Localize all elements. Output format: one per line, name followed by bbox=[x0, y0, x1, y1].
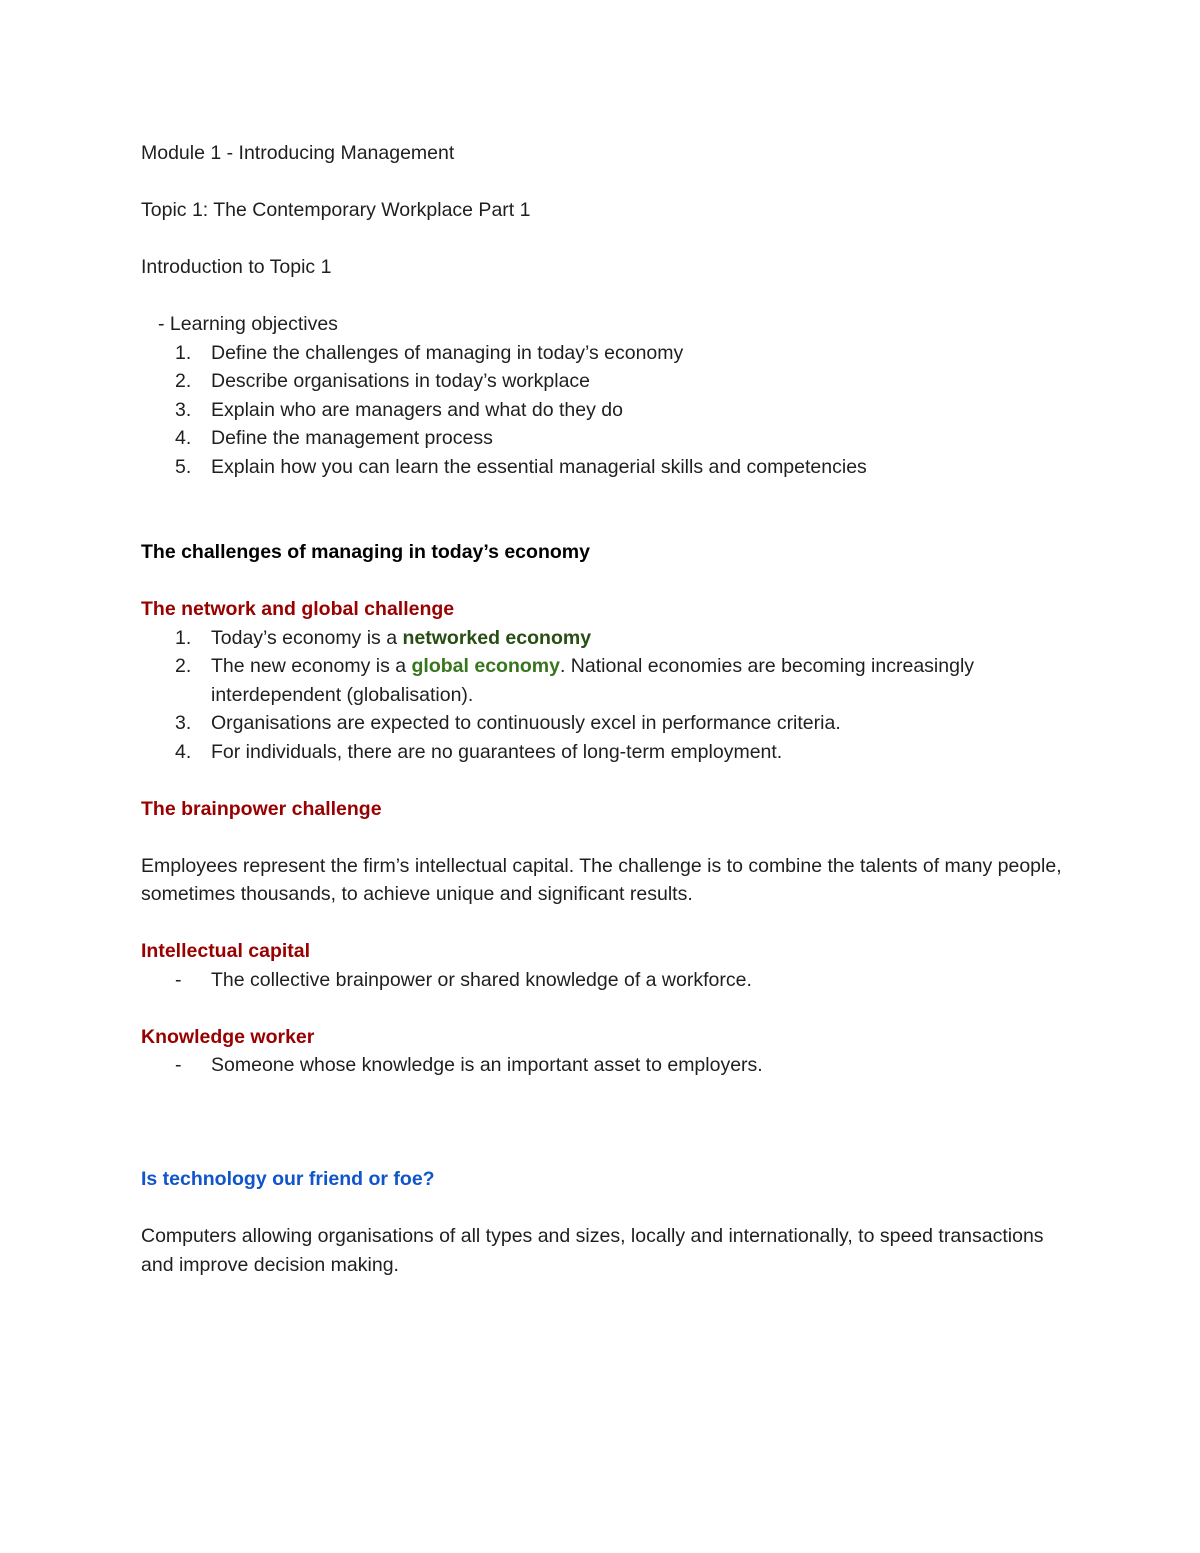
learning-objectives-label: - Learning objectives bbox=[158, 313, 338, 335]
list-item-prefix: The new economy is a bbox=[211, 655, 412, 677]
list-number: 2. bbox=[175, 370, 192, 392]
list-item bbox=[141, 424, 1071, 453]
highlight-term: global economy bbox=[411, 655, 560, 677]
network-global-heading: The network and global challenge bbox=[141, 598, 455, 620]
dash-bullet: - bbox=[175, 1054, 182, 1076]
dash-bullet: - bbox=[175, 968, 182, 991]
definition-text: Someone whose knowledge is an important asset to employers. bbox=[211, 1054, 763, 1076]
list-item bbox=[141, 709, 1071, 738]
list-item bbox=[141, 966, 1071, 995]
brainpower-heading: The brainpower challenge bbox=[141, 797, 382, 820]
list-item-suffix: . National economies are becoming increasingly interdependent (globalisation). bbox=[211, 655, 975, 706]
list-item-text: For individuals, there are no guarantees of long-term employment. bbox=[211, 740, 783, 763]
list-number: 3. bbox=[175, 712, 192, 734]
list-number: 5. bbox=[175, 455, 192, 478]
list-item bbox=[141, 652, 1071, 709]
list-number: 4. bbox=[175, 427, 192, 449]
list-number: 1. bbox=[175, 626, 192, 649]
list-number: 3. bbox=[175, 398, 192, 421]
list-item-text: Define the challenges of managing in today’s economy bbox=[211, 341, 684, 364]
list-item-text: Describe organisations in today’s workplace bbox=[211, 370, 591, 392]
technology-body: Computers allowing organisations of all types and sizes, locally and internationally, to speed transactions and improve decision making. bbox=[141, 1225, 1044, 1276]
list-item bbox=[141, 367, 1071, 396]
topic-title: Topic 1: The Contemporary Workplace Part 1 bbox=[141, 199, 531, 221]
intellectual-capital-list bbox=[141, 966, 1071, 995]
list-item-text: Explain how you can learn the essential managerial skills and competencies bbox=[211, 455, 867, 478]
intro-title: Introduction to Topic 1 bbox=[141, 256, 332, 278]
list-item bbox=[141, 339, 1071, 368]
list-item bbox=[141, 453, 1071, 482]
list-item bbox=[141, 624, 1071, 653]
learning-objectives-list bbox=[141, 339, 1071, 482]
definition-text: The collective brainpower or shared knowledge of a workforce. bbox=[211, 968, 752, 991]
list-item bbox=[141, 738, 1071, 767]
challenges-heading: The challenges of managing in today’s economy bbox=[141, 541, 590, 563]
list-number: 1. bbox=[175, 341, 192, 364]
list-item bbox=[141, 396, 1071, 425]
list-number: 4. bbox=[175, 740, 192, 763]
brainpower-body: Employees represent the firm’s intellectual capital. The challenge is to combine the talents of many people, sometimes thousands, to achieve unique and significant results. bbox=[141, 854, 1062, 905]
intellectual-capital-heading: Intellectual capital bbox=[141, 940, 311, 962]
list-item-text: Define the management process bbox=[211, 427, 493, 449]
knowledge-worker-heading: Knowledge worker bbox=[141, 1025, 315, 1048]
list-number: 2. bbox=[175, 655, 192, 677]
list-item-prefix: Today’s economy is a bbox=[211, 626, 403, 649]
network-global-list bbox=[141, 624, 1071, 767]
list-item-text: Explain who are managers and what do they do bbox=[211, 398, 623, 421]
knowledge-worker-list bbox=[141, 1051, 1071, 1080]
module-title: Module 1 - Introducing Management bbox=[141, 142, 455, 164]
list-item-text: Organisations are expected to continuously excel in performance criteria. bbox=[211, 712, 841, 734]
document-page bbox=[141, 139, 1071, 1279]
highlight-term: networked economy bbox=[402, 626, 592, 649]
list-item bbox=[141, 1051, 1071, 1080]
technology-heading: Is technology our friend or foe? bbox=[141, 1168, 435, 1190]
